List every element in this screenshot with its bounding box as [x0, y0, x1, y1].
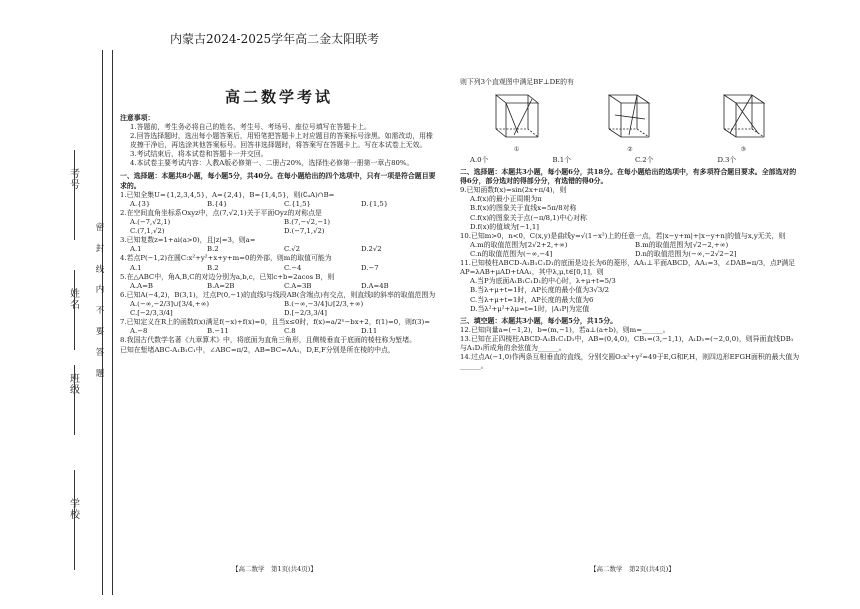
question-11: 11.已知棱柱ABCD-A₁B₁C₁D₁的底面是边长为6的菱形，AA₁⊥平面ABCD，AA₁=3，∠DAB=π/3，点P满足AP=λAB+μAD+tAA₁，其中λ,μ,t∈[0,1]，则 [460, 259, 796, 277]
notice-heading: 注意事项： [120, 113, 155, 122]
notice-2: 2.回答选择题时，选出每小题答案后，用铅笔把答题卡上对应题目的答案标号涂黑。如需改动，用橡皮擦干净后，再选涂其他答案标号。回答非选择题时，将答案写在答题卡上。写在本试卷上无效。 [130, 132, 433, 150]
prism-figures [460, 89, 800, 154]
question-13: 13.已知在正四棱柱ABCD-A₁B₁C₁D₁中，AB=(0,4,0)，CB₁=(3,−1,1)，A₁D₁=(−2,0,0)，则异面直线DB₁与A₁D₁所成角的余弦值为______。 [460, 335, 794, 353]
section-2-heading: 二、选择题：本题共3小题，每小题6分，共18分。在每小题给出的选项中，有多项符合题目要求。全部选对的得6分，部分选对的得部分分，有选错的得0分。 [460, 168, 797, 186]
question-11-option-c: C.当λ+μ+t=1时，AP长度的最大值为6 [470, 295, 594, 304]
school-line [74, 470, 75, 570]
figure-1: ① [488, 89, 546, 154]
figure-3: ③ [714, 89, 772, 154]
question-2-options-b: C.(7,1,√2) D.(−7,1,√2) [130, 227, 325, 236]
left-page [120, 78, 438, 355]
seal-text: 密 封 线 内 不 要 答 题 [95, 223, 105, 379]
seal-line-inner [112, 50, 113, 595]
question-9-option-d: D.f(x)的值域为[−1,1] [470, 222, 539, 231]
question-11-option-b: B.当λ+μ+t=1时，AP长度的最小值为3√3/2 [470, 286, 609, 295]
question-6-options-a: A.(−∞,−2/3]∪[3/4,+∞) B.(−∞,−3/4]∪[2/3,+∞) [130, 299, 364, 308]
question-10: 10.已知m>0，n<0，C(x,y)是曲线y=√(1−x²)上的任意一点，若|x−y+m|+|x−y+n|的值与x,y无关，则 [460, 231, 786, 240]
question-7: 7.已知定义在R上的函数f(x)满足f(−x)+f(x)=0，且当x≤0时，f(x)=a/2ˣ−bx+2，f(1)=0，则f(3)= [120, 318, 430, 327]
name-label: 姓名 [70, 289, 80, 311]
right-page [460, 78, 800, 371]
prism-2-drawing [601, 89, 659, 143]
kaohao-label: 考号 [70, 169, 80, 191]
question-11-option-d: D.当λ²+μ²+λμ=t=1时，|A₁P|为定值 [470, 304, 590, 313]
question-10-options-b: C.n的取值范围为(−∞,−4] D.n的取值范围为(−∞,−2√2−2] [470, 250, 737, 259]
question-8-part-2: 已知在堑堵ABC-A₁B₁C₁中，∠ABC=π/2，AB=BC=AA₁，D,E,F分别是所在棱的中点， [120, 345, 395, 354]
question-5-options: A.A=B B.A=2B C.A=3B D.A=4B [130, 281, 389, 290]
question-1-options: A.{3} B.{4} C.{1,5} D.{1,5} [130, 199, 389, 208]
question-9: 9.已知函数f(x)=sin(2x+π/4)，则 [460, 186, 567, 195]
notice-3: 3.考试结束后，将本试卷和答题卡一并交回。 [130, 150, 268, 159]
question-6-options-b: C.[−2/3,3/4] D.[−2/3,3/4] [130, 309, 327, 318]
question-2: 2.在空间直角坐标系Oxyz中，点(7,√2,1)关于平面Oyz的对称点是 [120, 208, 322, 217]
question-9-option-b: B.f(x)的图象关于直线x=5π/8对称 [470, 204, 577, 213]
question-6: 6.已知A(−4,2)，B(3,1)，过点P(0,−1)的直线l与线段AB(含端点)有交点，则直线l的斜率的取值范围为 [120, 290, 436, 299]
question-4: 4.若点P(−1,2)在圆C:x²+y²+x+y+m=0的外部，则m的取值可能为 [120, 254, 332, 263]
question-12: 12.已知向量a=(−1,2)，b=(m,−1)，若a⊥(a+b)，则m=______。 [460, 325, 670, 334]
exam-title: 高二数学考试 [224, 88, 333, 106]
question-8-options: A.0个 B.1个 C.2个 D.3个 [470, 155, 737, 164]
question-2-options-a: A.(−7,√2,1) B.(7,−√2,−1) [130, 218, 331, 226]
section-1-heading: 一、选择题：本题共8小题，每小题5分，共40分。在每小题给出的四个选项中，只有一项是符合题目要求的。 [120, 172, 436, 190]
notice-4: 4.本试卷主要考试内容：人教A版必修第一、二册占20%，选择性必修第一册第一章占80%。 [130, 159, 414, 168]
prism-1-drawing [488, 89, 546, 143]
question-7-options: A.−8 B.−11 C.8 D.11 [130, 327, 378, 336]
name-line [74, 270, 75, 350]
question-3-options: A.1 B.2 C.√2 D.2√2 [130, 245, 382, 254]
question-8-part-1: 8.我国古代数学名著《九章算术》中，将底面为直角三角形，且侧棱垂直于底面的棱柱称为堑堵。 [120, 336, 416, 345]
question-9-option-c: C.f(x)的图象关于点(−π/8,1)中心对称 [470, 213, 587, 222]
question-3: 3.已知复数z=1+ai(a>0)，且|z|=3，则a= [120, 236, 256, 245]
question-8-part-3: 则下列3个直观图中满足BF⊥DE的有 [460, 78, 574, 86]
class-label: 班级 [70, 374, 80, 396]
right-page-footer: 【高二数学 第2页(共4页)】 [590, 565, 675, 573]
question-14: 14.过点A(−1,0)作两条互相垂直的直线，分别交圆O:x²+y²=49于E,G和F,H，则四边形EFGH面积的最大值为______。 [460, 353, 800, 371]
school-label: 学校 [70, 499, 80, 521]
question-11-option-a: A.当P为底面A₁B₁C₁D₁的中心时，λ+μ+t=5/3 [470, 277, 616, 286]
left-page-footer: 【高二数学 第1页(共4页)】 [232, 565, 317, 573]
notice-1: 1.答题前，考生务必将自己的姓名、考生号、考场号、座位号填写在答题卡上。 [130, 122, 371, 131]
figure-2: ② [601, 89, 659, 154]
prism-3-drawing [714, 89, 772, 143]
question-10-options-a: A.m的取值范围为[2√2+2,+∞) B.m的取值范围为[√2−2,+∞) [470, 240, 729, 249]
question-4-options: A.1 B.2 C.−4 D.−7 [130, 263, 379, 272]
question-5: 5.在△ABC中，角A,B,C的对边分别为a,b,c，已知c+b=2acos B，则 [120, 272, 335, 281]
section-3-heading: 三、填空题：本题共3小题，每小题5分，共15分。 [460, 316, 617, 325]
document-header: 内蒙古2024-2025学年高二金太阳联考 [170, 32, 380, 46]
question-1: 1.已知全集U={1,2,3,4,5}，A={2,4}，B={1,4,5}，则(∁ᵤA)∩B= [120, 190, 335, 199]
class-line [74, 365, 75, 435]
kaohao-line [74, 150, 75, 240]
question-9-option-a: A.f(x)的最小正周期为π [470, 195, 542, 204]
